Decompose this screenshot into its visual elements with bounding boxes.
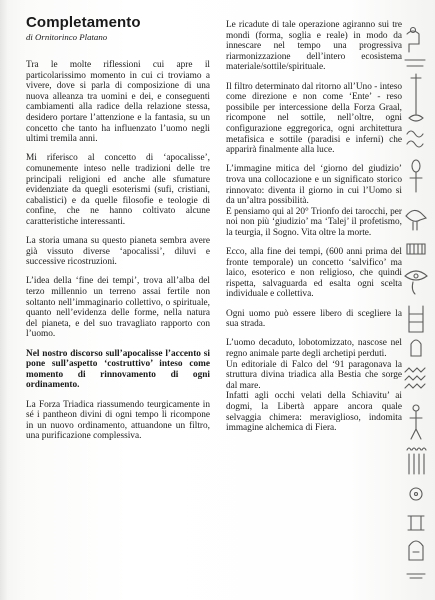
paragraph: Infatti agli occhi velati della Schiavitu’ ai dogmi, la Libertà appare ancora quale selvaggia chimera: meraviglioso, indomita immagine alchemica di Fiera. <box>226 391 402 434</box>
paragraph: Mi riferisco al concetto di ‘apocalisse’, comunemente inteso nelle tradizioni delle tre principali religioni ed anche alle sfumature evidenziate da quegli esoterismi (sufi, cristiani, cabalistici) e da quelle filosofie e teologie di confine, che ne hanno coltivato alcune caratteristiche interessanti. <box>26 153 210 227</box>
paragraph: Le ricadute di tale operazione agiranno sui tre mondi (forma, soglia e reale) in modo da innescare nel tempo una progressiva riarmonizzazione dell’intero ecosistema materiale/sottile/spirituale. <box>226 20 402 73</box>
article-byline: di Ornitorinco Platano <box>26 32 108 42</box>
paragraph: L’idea della ‘fine dei tempi’, trova all’alba del terzo millennio un terreno assai fertile non soltanto nell’immaginario collettivo, o spirituale, quanto nell’evidenza delle forme, nella natura del pianeta, e del suo travagliato rapporto con l’uomo. <box>26 276 210 340</box>
paragraph: La Forza Triadica riassumendo teurgicamente in sé i pantheon divini di ogni tempo li ricompone in un nuovo ordinamento, attuandone un filtro, una purificazione complessiva. <box>26 399 210 442</box>
paragraph: La storia umana su questo pianeta sembra avere già vissuto diverse ‘apocalissi’, diluvi e successive ricostruzioni. <box>26 236 210 268</box>
emphasis-paragraph: Nel nostro discorso sull’apocalisse l’accento si pone sull’aspetto ‘costruttivo’ inteso come momento di rinnovamento di ogni ordinamento. <box>26 348 210 391</box>
page-fold-shadow <box>0 0 8 600</box>
paragraph: Il filtro determinato dal ritorno all’Uno - inteso come direzione e non come ‘Ente’ - reso possibile per intercessione della Forza Graal, ricompone nel sottile, nell’oltre, ogni configurazione eggregorica, ogni architettura metafisica e sottile (paradisi e inferni) che apparirà finalmente alla luce. <box>226 81 402 156</box>
paragraph: Ogni uomo può essere libero di scegliere la sua strada. <box>226 308 402 330</box>
paragraph: E pensiamo qui al 20° Trionfo dei tarocchi, per noi non più ‘giudizio’ ma ‘Talej’ il profetismo, la teurgia, il Sogno. Vita oltre la morte. <box>226 206 402 238</box>
paragraph: Ecco, alla fine dei tempi, (600 anni prima del fronte temporale) un concetto ‘salvifico’ ma laico, esoterico e non religioso, che quindi rispetta, salvaguarda ed esalta ogni scelta individuale e collettiva. <box>226 247 402 300</box>
right-column <box>226 20 402 434</box>
article-title: Completamento <box>26 14 141 31</box>
paragraph: Tra le molte riflessioni cui apre il particolarissimo momento in cui ci troviamo a vivere, dove si parla di composizione di una nuova alleanza tra uomini e dei, e conseguenti cambiamenti alla radice della relazione stessa, desidero portare l’attenzione e la fantasia, su un concetto che tanto ha influenzato l’uomo negli ultimi tremila anni. <box>26 60 210 145</box>
left-column <box>26 60 210 451</box>
paragraph: Un editoriale di Falco del ‘91 paragonava la struttura divina triadica alla Bestia che sorge dal mare. <box>226 359 402 391</box>
hieroglyph-border-icon <box>401 26 431 586</box>
paragraph: L’immagine mitica del ‘giorno del giudizio’ trova una collocazione e un significato storico rinnovato: diventa il giorno in cui l’Uomo si da un’altra possibilità. <box>226 164 402 207</box>
paragraph: L’uomo decaduto, lobotomizzato, nascose nel regno animale parte degli archetipi perduti. <box>226 338 402 359</box>
